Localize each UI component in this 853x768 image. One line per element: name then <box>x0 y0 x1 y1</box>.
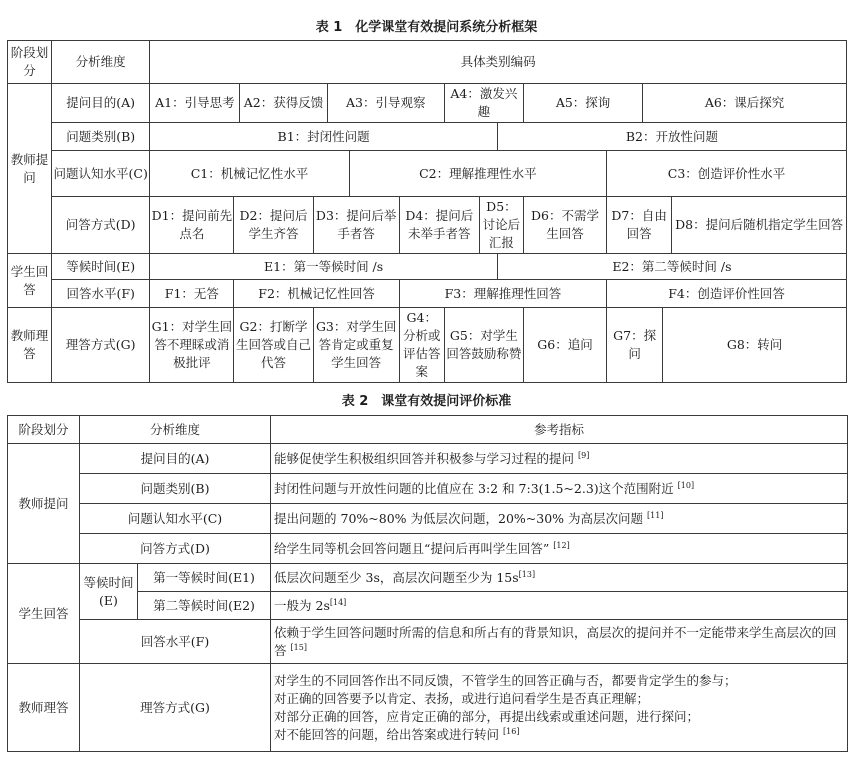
table-row <box>8 620 848 664</box>
table2-caption: 表 2 课堂有效提问评价标准 <box>341 394 512 409</box>
code-f2: F2：机械记忆性回答 <box>234 280 399 308</box>
dimension-c: 问题认知水平(C) <box>80 504 271 534</box>
stage-teacher-response: 教师理答 <box>8 664 80 752</box>
indicator-g <box>271 664 848 752</box>
table-row <box>8 564 848 592</box>
header-coding: 具体类别编码 <box>150 41 847 84</box>
code-d8: D8：提问后随机指定学生回答 <box>672 197 847 254</box>
code-d1: D1：提问前先点名 <box>150 197 234 254</box>
indicator-b: 封闭性问题与开放性问题的比值应在 3:2 和 7:3(1.5~2.3)这个范围附近 [10] <box>271 474 848 504</box>
code-a3: A3：引导观察 <box>327 84 444 123</box>
code-a4: A4：激发兴趣 <box>444 84 523 123</box>
indicator-e1: 低层次问题至少 3s，高层次问题至少为 15s[13] <box>271 564 848 592</box>
stage-teacher-question: 教师提问 <box>8 444 80 564</box>
indicator-g-line: 对正确的回答要予以肯定、表扬，或进行追问看学生是否真正理解； <box>274 690 650 706</box>
code-d2: D2：提问后学生齐答 <box>234 197 313 254</box>
dimension-d: 问答方式(D) <box>80 534 271 564</box>
header-dimension: 分析维度 <box>52 41 150 84</box>
dimension-g: 理答方式(G) <box>52 308 150 383</box>
indicator-g-line: 对不能回答的问题，给出答案或进行转问 [16] <box>274 726 520 742</box>
indicator-d: 给学生同等机会回答问题且“提问后再叫学生回答” [12] <box>271 534 848 564</box>
table-row <box>8 123 847 151</box>
code-g7: G7：探问 <box>607 308 663 383</box>
dimension-d: 问答方式(D) <box>52 197 150 254</box>
stage-student-answer: 学生回答 <box>8 254 52 308</box>
table-row <box>8 84 847 123</box>
code-g4: G4：分析或评估答案 <box>399 308 444 383</box>
code-c2: C2：理解推理性水平 <box>349 151 606 197</box>
code-f3: F3：理解推理性回答 <box>399 280 606 308</box>
table-row <box>8 308 847 383</box>
code-a5: A5：探询 <box>523 84 642 123</box>
code-g2: G2：打断学生回答或自己代答 <box>234 308 313 383</box>
code-f1: F1：无答 <box>150 280 234 308</box>
table-row <box>8 254 847 280</box>
code-g8: G8：转问 <box>663 308 847 383</box>
code-a1: A1：引导思考 <box>150 84 240 123</box>
code-d4: D4：提问后未举手者答 <box>399 197 479 254</box>
dimension-g: 理答方式(G) <box>80 664 271 752</box>
indicator-g-line: 对学生的不同回答作出不同反馈，不管学生的回答正确与否，都要肯定学生的参与； <box>274 672 737 688</box>
dimension-e1: 第一等候时间(E1) <box>138 564 271 592</box>
code-c1: C1：机械记忆性水平 <box>150 151 349 197</box>
code-f4: F4：创造评价性回答 <box>607 280 847 308</box>
table-row <box>8 534 848 564</box>
table-row <box>8 664 848 752</box>
code-d6: D6：不需学生回答 <box>523 197 606 254</box>
dimension-e: 等候时间(E) <box>80 564 138 620</box>
dimension-b: 问题类别(B) <box>52 123 150 151</box>
code-d5: D5：讨论后汇报 <box>479 197 523 254</box>
table-row <box>8 474 848 504</box>
dimension-c: 问题认知水平(C) <box>52 151 150 197</box>
code-a2: A2：获得反馈 <box>240 84 327 123</box>
dimension-f: 回答水平(F) <box>52 280 150 308</box>
code-b2: B2：开放性问题 <box>497 123 846 151</box>
stage-teacher-question: 教师提问 <box>8 84 52 254</box>
indicator-c: 提出问题的 70%~80% 为低层次问题，20%~30% 为高层次问题 [11] <box>271 504 848 534</box>
code-d7: D7：自由回答 <box>607 197 672 254</box>
indicator-a: 能够促使学生积极组织回答并积极参与学习过程的提问 [9] <box>271 444 848 474</box>
header-stage: 阶段划分 <box>8 41 52 84</box>
dimension-a: 提问目的(A) <box>52 84 150 123</box>
code-a6: A6：课后探究 <box>643 84 847 123</box>
header-dimension: 分析维度 <box>80 416 271 444</box>
code-e2: E2：第二等候时间 /s <box>497 254 846 280</box>
dimension-f: 回答水平(F) <box>80 620 271 664</box>
dimension-e2: 第二等候时间(E2) <box>138 592 271 620</box>
dimension-b: 问题类别(B) <box>80 474 271 504</box>
table-row <box>8 444 848 474</box>
table-row <box>8 151 847 197</box>
indicator-f: 依赖于学生回答问题时所需的信息和所占有的背景知识，高层次的提问并不一定能带来学生高层次的回答 [15] <box>271 620 848 664</box>
indicator-g-line: 对部分正确的回答，应肯定正确的部分，再提出线索或重述问题，进行探问； <box>274 708 700 724</box>
stage-student-answer: 学生回答 <box>8 564 80 664</box>
table1-header-row <box>8 41 847 84</box>
table1-caption: 表 1 化学课堂有效提问系统分析框架 <box>315 20 538 35</box>
indicator-e2: 一般为 2s[14] <box>271 592 848 620</box>
analysis-framework-table <box>7 40 847 383</box>
code-d3: D3：提问后举手者答 <box>313 197 399 254</box>
code-c3: C3：创造评价性水平 <box>607 151 847 197</box>
code-b1: B1：封闭性问题 <box>150 123 498 151</box>
dimension-e: 等候时间(E) <box>52 254 150 280</box>
table2-header-row <box>8 416 848 444</box>
header-stage: 阶段划分 <box>8 416 80 444</box>
table-row <box>8 504 848 534</box>
code-g5: G5：对学生回答鼓励称赞 <box>444 308 523 383</box>
stage-teacher-response: 教师理答 <box>8 308 52 383</box>
code-e1: E1：第一等候时间 /s <box>150 254 498 280</box>
table-row <box>8 197 847 254</box>
code-g6: G6：追问 <box>523 308 606 383</box>
code-g1: G1：对学生回答不理睬或消极批评 <box>150 308 234 383</box>
dimension-a: 提问目的(A) <box>80 444 271 474</box>
table-row <box>8 280 847 308</box>
evaluation-standard-table <box>7 415 848 752</box>
code-g3: G3：对学生回答肯定或重复学生回答 <box>313 308 399 383</box>
header-indicator: 参考指标 <box>271 416 848 444</box>
